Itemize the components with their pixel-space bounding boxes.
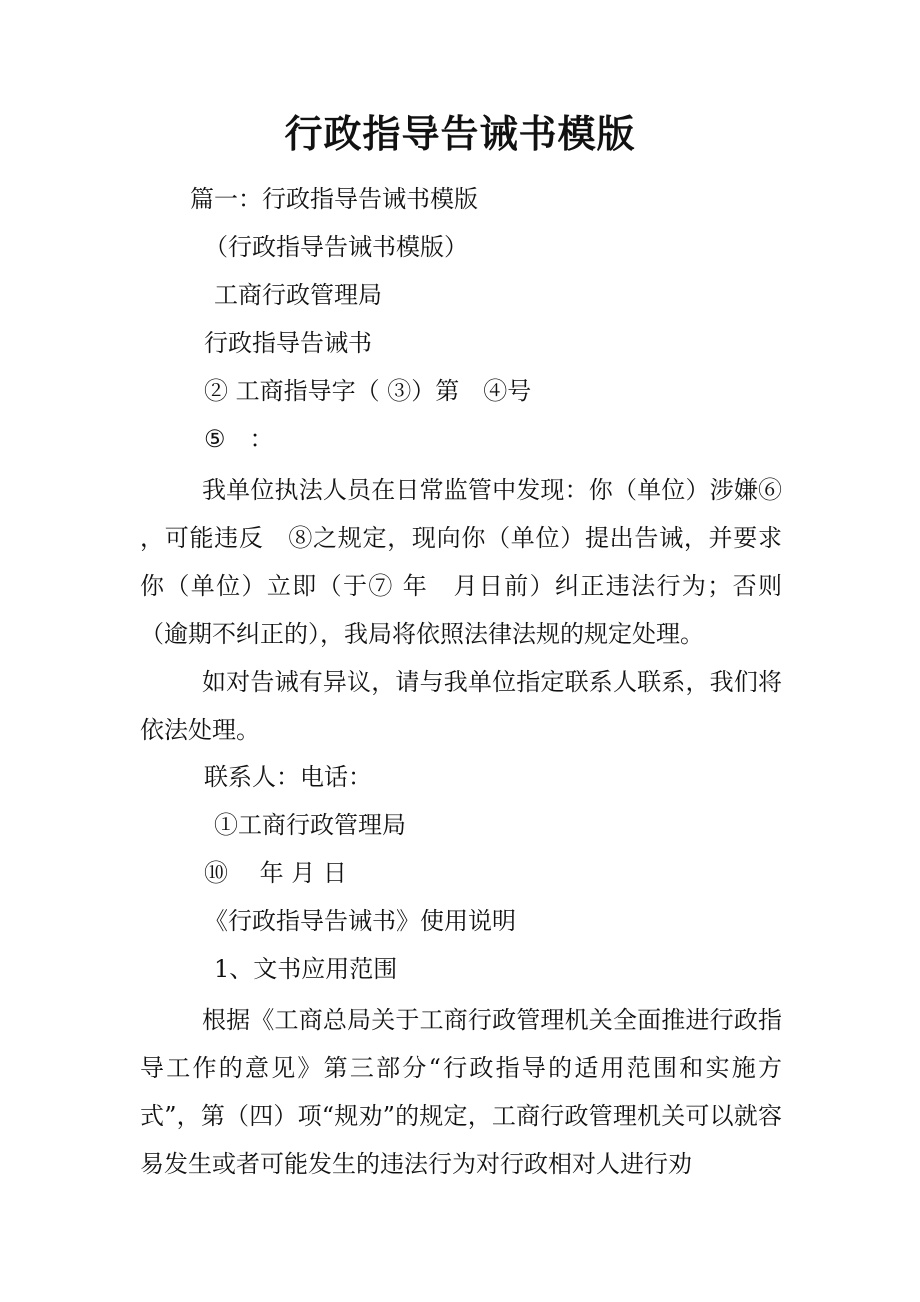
notice-name-line: 行政指导告诫书 <box>204 329 372 357</box>
instructions-heading: 《行政指导告诫书》使用说明 <box>204 907 516 935</box>
contact-line: 联系人：电话： <box>204 763 372 791</box>
scope-heading: 1、文书应用范围 <box>214 955 398 983</box>
body-paragraph-2: 如对告诫有异议，请与我单位指定联系人联系，我们将依法处理。 <box>140 668 782 744</box>
section-heading: 篇一：行政指导告诫书模版 <box>190 185 478 213</box>
document-number-line: ② 工商指导字（ ③）第 ④号 <box>204 377 532 405</box>
subtitle-line: （行政指导告诫书模版） <box>204 233 468 261</box>
recipient-line: ⑤ ： <box>204 425 274 453</box>
document-title: 行政指导告诫书模版 <box>284 111 636 156</box>
issuer-line: ①工商行政管理局 <box>214 811 406 839</box>
body-paragraph-3: 根据《工商总局关于工商行政管理机关全面推进行政指导工作的意见》第三部分“行政指导的适用范围和实施方式”，第（四）项“规劝”的规定，工商行政管理机关可以就容易发生或者可能发生的违法行为对行政相对人进行劝 <box>140 1006 782 1178</box>
date-line: ⑩ 年 月 日 <box>204 859 347 887</box>
body-paragraph-1: 我单位执法人员在日常监管中发现：你（单位）涉嫌⑥ ，可能违反 ⑧之规定，现向你（单位）提出告诫，并要求你（单位）立即（于⑦ 年 月日前）纠正违法行为；否则（逾期不纠正的），我局将依照法律法规的规定处理。 <box>140 476 806 648</box>
bureau-name-line: 工商行政管理局 <box>214 281 382 309</box>
